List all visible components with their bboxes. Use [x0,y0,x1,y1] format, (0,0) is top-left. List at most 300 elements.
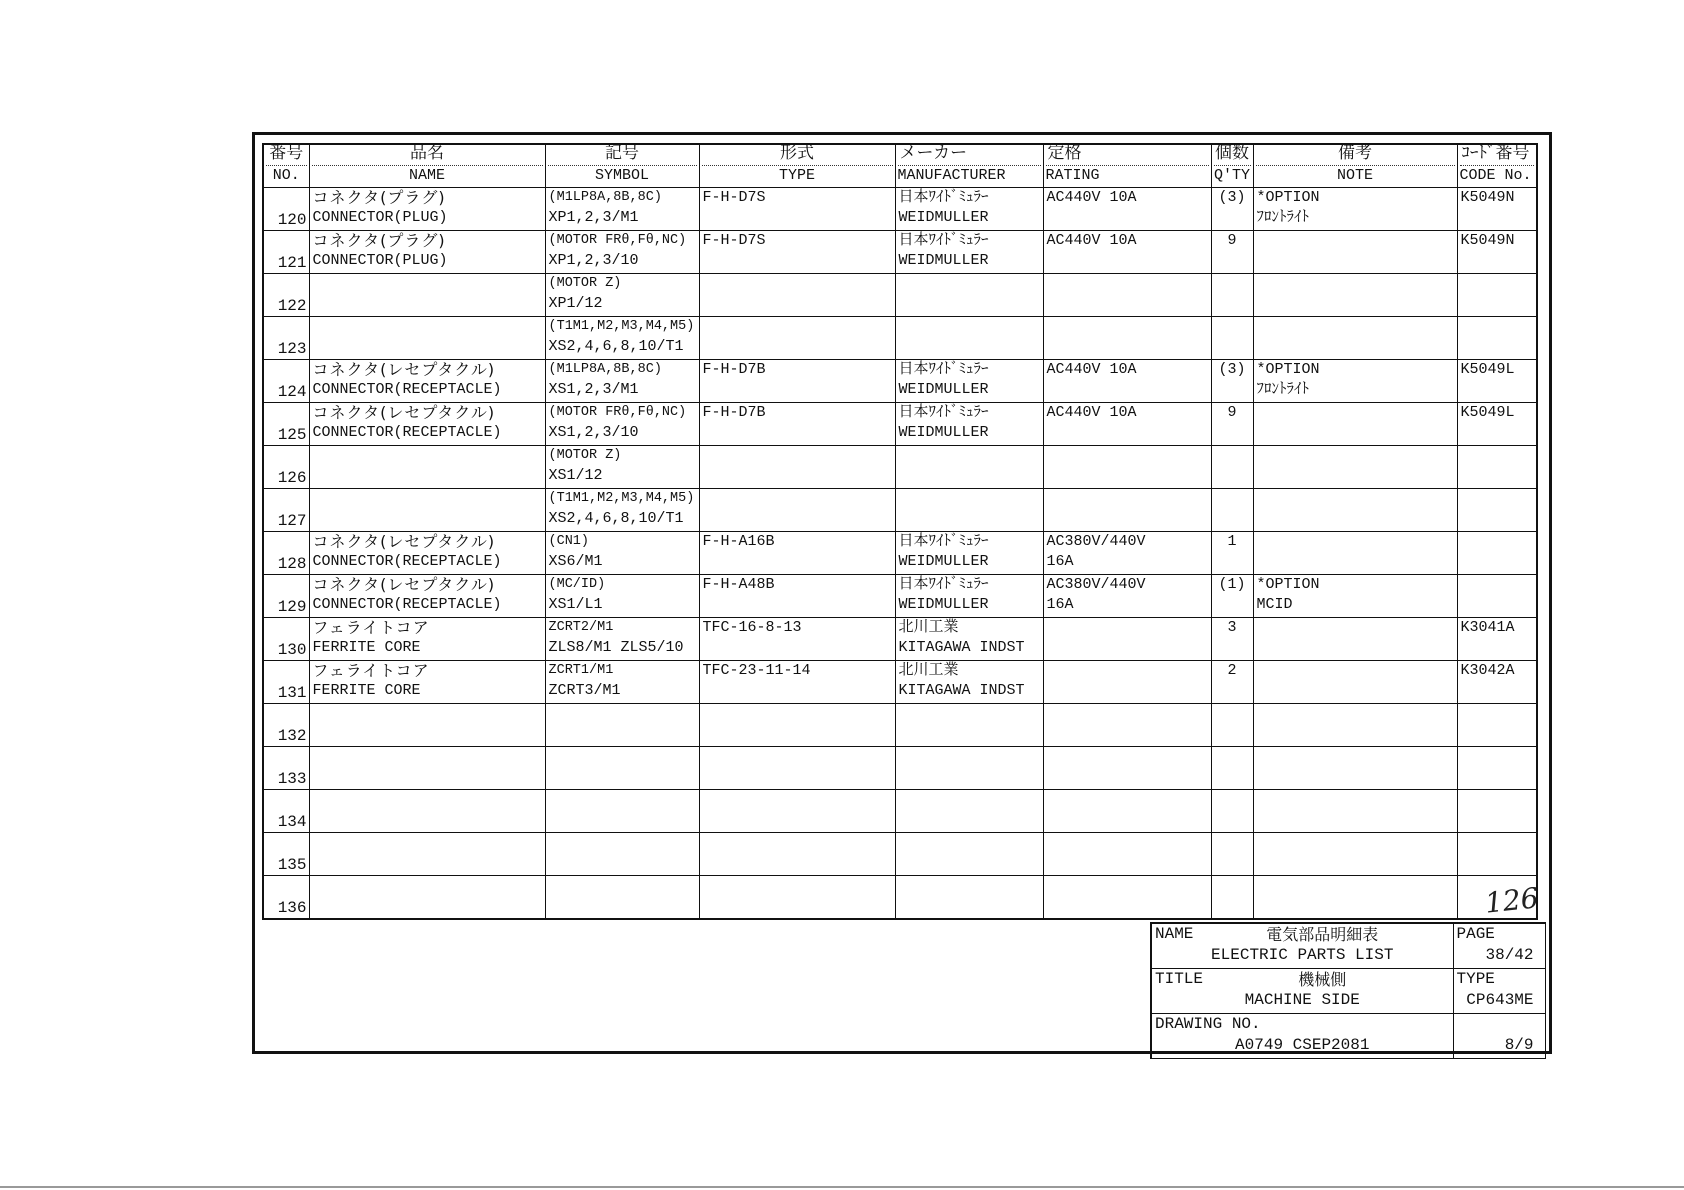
part-quantity-line-1: (1) [1218,576,1246,593]
part-name [309,876,545,920]
part-note-line-1: *OPTION [1256,361,1320,378]
table-row [263,833,1537,876]
part-manufacturer [895,833,1043,876]
part-manufacturer-line-1: 日本ﾜｲﾄﾞﾐｭﾗｰ [898,361,989,378]
part-name [309,231,545,274]
part-note [1253,446,1457,489]
part-name-line-2: FERRITE CORE [312,639,421,656]
part-symbol-line-1: (M1LP8A,8B,8C) [548,190,662,205]
part-name [309,661,545,704]
part-quantity [1211,489,1253,532]
table-row [263,446,1537,489]
part-note [1253,876,1457,920]
part-manufacturer [895,274,1043,317]
part-manufacturer [895,360,1043,403]
part-type [699,317,895,360]
part-name [309,274,545,317]
part-quantity-line-1: 9 [1227,232,1237,249]
part-symbol [545,575,699,618]
part-manufacturer [895,876,1043,920]
part-type [699,446,895,489]
name-label: NAME [1155,925,1194,943]
part-symbol [545,833,699,876]
part-rating [1043,489,1211,532]
table-header-row [263,144,1537,188]
part-manufacturer [895,403,1043,446]
row-number-line-1: 130 [277,641,307,659]
handwritten-page-mark: 126 [1483,881,1541,920]
header-qty: 個数 Q'TY [1211,144,1253,188]
part-quantity-line-1: (3) [1218,361,1246,378]
row-number [263,360,309,403]
page-label: PAGE [1456,925,1495,943]
part-symbol-line-1: (MOTOR Z) [548,276,622,291]
part-type [699,747,895,790]
part-name-line-1: コネクタ(レセプタクル) [312,403,496,422]
part-manufacturer [895,747,1043,790]
table-row [263,575,1537,618]
part-type-line-1: TFC-16-8-13 [702,619,802,636]
part-manufacturer-line-2: WEIDMULLER [898,209,989,226]
name-en: ELECTRIC PARTS LIST [1211,946,1394,964]
part-quantity [1211,704,1253,747]
part-type [699,833,895,876]
electric-parts-table [262,143,1541,920]
part-quantity-line-1: 2 [1227,662,1237,679]
part-symbol [545,618,699,661]
part-rating [1043,790,1211,833]
row-number [263,403,309,446]
part-note [1253,360,1457,403]
part-rating-line-1: AC380V/440V [1046,576,1146,593]
part-name-line-1: コネクタ(レセプタクル) [312,360,496,379]
title-block [1150,922,1546,1059]
part-code-line-1: K5049L [1460,361,1515,378]
row-number-line-1: 126 [277,469,307,487]
part-code [1457,403,1537,446]
part-note-line-2: ﾌﾛﾝﾄﾗｲﾄ [1256,381,1310,398]
part-quantity [1211,360,1253,403]
part-name-line-1: コネクタ(レセプタクル) [312,532,496,551]
part-type [699,489,895,532]
part-code [1457,704,1537,747]
part-name-line-1: コネクタ(プラグ) [312,231,446,250]
part-symbol-line-2: XS1/L1 [548,596,603,613]
row-number-line-1: 125 [277,426,307,444]
part-manufacturer [895,704,1043,747]
row-number-line-1: 127 [277,512,307,530]
part-rating [1043,317,1211,360]
type-value: CP643ME [1466,991,1534,1009]
table-row [263,274,1537,317]
row-number-line-1: 121 [277,254,307,272]
header-code: ｺｰﾄﾞ番号 CODE No. [1457,144,1537,188]
part-manufacturer [895,575,1043,618]
part-note [1253,790,1457,833]
row-number-line-1: 134 [277,813,307,831]
title-en: MACHINE SIDE [1244,991,1360,1009]
part-note-line-2: ﾌﾛﾝﾄﾗｲﾄ [1256,209,1310,226]
part-rating [1043,360,1211,403]
part-symbol-line-1: (M1LP8A,8B,8C) [548,362,662,377]
part-type-line-1: F-H-A16B [702,533,775,550]
table-row [263,489,1537,532]
part-rating [1043,274,1211,317]
part-code-line-1: K3041A [1460,619,1515,636]
part-rating [1043,188,1211,231]
part-code [1457,489,1537,532]
part-type [699,360,895,403]
table-row [263,747,1537,790]
part-manufacturer-line-1: 日本ﾜｲﾄﾞﾐｭﾗｰ [898,189,989,206]
part-symbol-line-1: (MOTOR FRθ,Fθ,NC) [548,233,687,248]
part-manufacturer-line-2: WEIDMULLER [898,553,989,570]
sheet-value: 8/9 [1504,1036,1534,1054]
part-symbol [545,876,699,920]
name-jp: 電気部品明細表 [1266,925,1379,944]
row-number-line-1: 132 [277,727,307,745]
part-name [309,790,545,833]
part-name [309,489,545,532]
part-symbol [545,188,699,231]
part-manufacturer-line-2: WEIDMULLER [898,424,989,441]
part-manufacturer [895,231,1043,274]
part-name [309,833,545,876]
scan-edge-line [0,1186,1684,1188]
part-name-line-2: CONNECTOR(RECEPTACLE) [312,381,502,398]
part-manufacturer-line-1: 日本ﾜｲﾄﾞﾐｭﾗｰ [898,533,989,550]
part-type-line-1: F-H-A48B [702,576,775,593]
part-quantity [1211,532,1253,575]
title-block-name-cell [1151,923,1453,969]
part-note [1253,575,1457,618]
part-code [1457,231,1537,274]
row-number [263,188,309,231]
part-type [699,704,895,747]
part-type-line-1: F-H-D7B [702,404,766,421]
table-row [263,532,1537,575]
part-quantity [1211,790,1253,833]
row-number-line-1: 135 [277,856,307,874]
part-manufacturer-line-1: 日本ﾜｲﾄﾞﾐｭﾗｰ [898,232,989,249]
part-note-line-2: MCID [1256,596,1293,613]
part-rating [1043,532,1211,575]
part-symbol [545,231,699,274]
part-rating-line-1: AC440V 10A [1046,404,1137,421]
part-quantity-line-1: 3 [1227,619,1237,636]
part-name-line-2: CONNECTOR(RECEPTACLE) [312,596,502,613]
part-quantity [1211,661,1253,704]
part-type-line-1: F-H-D7S [702,232,766,249]
table-row [263,317,1537,360]
part-symbol-line-1: (MOTOR FRθ,Fθ,NC) [548,405,687,420]
part-name [309,446,545,489]
part-symbol-line-1: ZCRT1/M1 [548,663,614,678]
part-quantity [1211,231,1253,274]
part-quantity [1211,747,1253,790]
part-code-line-1: K5049L [1460,404,1515,421]
part-rating-line-1: AC440V 10A [1046,189,1137,206]
row-number-line-1: 128 [277,555,307,573]
row-number-line-1: 129 [277,598,307,616]
part-manufacturer [895,618,1043,661]
title-label: TITLE [1155,970,1204,988]
part-code [1457,747,1537,790]
part-symbol-line-2: XS1/12 [548,467,603,484]
part-name [309,360,545,403]
part-symbol-line-1: (T1M1,M2,M3,M4,M5) [548,491,695,506]
part-rating [1043,661,1211,704]
row-number-line-1: 133 [277,770,307,788]
part-code [1457,661,1537,704]
table-row [263,188,1537,231]
part-type [699,790,895,833]
row-number [263,876,309,920]
part-code [1457,317,1537,360]
title-block-page-cell [1453,923,1545,969]
title-jp: 機械側 [1298,970,1347,989]
part-name-line-1: フェライトコア [312,661,430,680]
part-symbol [545,532,699,575]
part-name-line-2: CONNECTOR(RECEPTACLE) [312,424,502,441]
part-type-line-1: F-H-D7B [702,361,766,378]
part-quantity [1211,876,1253,920]
part-symbol-line-2: XS6/M1 [548,553,603,570]
part-code [1457,274,1537,317]
part-code [1457,575,1537,618]
part-symbol-line-1: (CN1) [548,534,590,549]
part-name [309,618,545,661]
part-code [1457,532,1537,575]
part-rating [1043,231,1211,274]
part-manufacturer [895,790,1043,833]
row-number [263,747,309,790]
part-rating [1043,747,1211,790]
part-rating-line-2: 16A [1046,553,1074,570]
part-note [1253,317,1457,360]
part-name-line-2: CONNECTOR(PLUG) [312,209,448,226]
part-code-line-1: K5049N [1460,232,1515,249]
part-name [309,188,545,231]
header-name: 品名 NAME [309,144,545,188]
part-rating-line-2: 16A [1046,596,1074,613]
title-block-title-cell [1151,969,1453,1014]
part-rating [1043,446,1211,489]
part-type [699,188,895,231]
part-note [1253,274,1457,317]
part-symbol [545,317,699,360]
part-note [1253,403,1457,446]
part-quantity-line-1: 9 [1227,404,1237,421]
header-type: 形式 TYPE [699,144,895,188]
part-type [699,876,895,920]
header-no: 番号 NO. [263,144,309,188]
part-rating-line-1: AC440V 10A [1046,361,1137,378]
part-note [1253,489,1457,532]
part-quantity [1211,833,1253,876]
part-quantity [1211,274,1253,317]
part-symbol-line-2: XS2,4,6,8,10/T1 [548,338,684,355]
part-name-line-1: フェライトコア [312,618,430,637]
part-manufacturer-line-2: WEIDMULLER [898,596,989,613]
part-manufacturer [895,532,1043,575]
part-manufacturer [895,489,1043,532]
part-symbol-line-1: (MOTOR Z) [548,448,622,463]
row-number-line-1: 120 [277,211,307,229]
drawing-label: DRAWING NO. [1155,1015,1261,1033]
part-code [1457,360,1537,403]
header-symbol: 記号 SYMBOL [545,144,699,188]
part-type [699,618,895,661]
part-note [1253,618,1457,661]
part-symbol [545,274,699,317]
part-symbol [545,747,699,790]
part-name-line-2: CONNECTOR(RECEPTACLE) [312,553,502,570]
part-type [699,274,895,317]
part-symbol [545,704,699,747]
part-rating [1043,876,1211,920]
part-rating [1043,704,1211,747]
part-symbol-line-2: XS1,2,3/10 [548,424,639,441]
part-symbol-line-2: XP1/12 [548,295,603,312]
title-block-type-cell [1453,969,1545,1014]
part-note [1253,661,1457,704]
part-note-line-1: *OPTION [1256,576,1320,593]
part-note [1253,188,1457,231]
row-number [263,575,309,618]
title-block-drawing-cell [1151,1014,1453,1059]
row-number-line-1: 131 [277,684,307,702]
part-quantity [1211,618,1253,661]
part-quantity [1211,575,1253,618]
part-symbol-line-1: (MC/ID) [548,577,606,592]
part-type [699,661,895,704]
part-note [1253,532,1457,575]
type-label: TYPE [1456,970,1495,988]
part-name-line-2: CONNECTOR(PLUG) [312,252,448,269]
part-symbol-line-1: (T1M1,M2,M3,M4,M5) [548,319,695,334]
part-symbol [545,489,699,532]
part-code [1457,833,1537,876]
table-row [263,704,1537,747]
part-manufacturer-line-1: 北川工業 [898,619,959,636]
part-symbol-line-2: ZLS8/M1 ZLS5/10 [548,639,684,656]
part-symbol-line-2: XS2,4,6,8,10/T1 [548,510,684,527]
row-number [263,274,309,317]
page-value: 38/42 [1485,946,1534,964]
row-number-line-1: 136 [277,899,307,917]
part-symbol [545,661,699,704]
part-name [309,747,545,790]
part-rating-line-1: AC380V/440V [1046,533,1146,550]
part-code-line-1: K5049N [1460,189,1515,206]
part-symbol-line-2: XP1,2,3/10 [548,252,639,269]
part-symbol-line-2: ZCRT3/M1 [548,682,621,699]
row-number [263,833,309,876]
part-note [1253,747,1457,790]
row-number [263,446,309,489]
part-note-line-1: *OPTION [1256,189,1320,206]
row-number [263,618,309,661]
part-name-line-1: コネクタ(プラグ) [312,188,446,207]
part-symbol [545,790,699,833]
part-quantity [1211,317,1253,360]
part-manufacturer [895,661,1043,704]
part-type [699,575,895,618]
part-type-line-1: F-H-D7S [702,189,766,206]
row-number [263,317,309,360]
part-rating [1043,833,1211,876]
table-row [263,231,1537,274]
part-manufacturer-line-1: 日本ﾜｲﾄﾞﾐｭﾗｰ [898,576,989,593]
part-code [1457,790,1537,833]
part-symbol [545,360,699,403]
part-note [1253,231,1457,274]
part-code [1457,188,1537,231]
part-name [309,317,545,360]
table-row [263,618,1537,661]
part-name [309,704,545,747]
part-quantity [1211,403,1253,446]
part-code-line-1: K3042A [1460,662,1515,679]
row-number [263,704,309,747]
table-row [263,790,1537,833]
part-rating [1043,618,1211,661]
part-rating [1043,403,1211,446]
part-type-line-1: TFC-23-11-14 [702,662,811,679]
part-symbol-line-1: ZCRT2/M1 [548,620,614,635]
part-name [309,575,545,618]
part-name-line-1: コネクタ(レセプタクル) [312,575,496,594]
part-quantity-line-1: (3) [1218,189,1246,206]
part-manufacturer-line-1: 北川工業 [898,662,959,679]
part-symbol-line-2: XS1,2,3/M1 [548,381,639,398]
part-manufacturer [895,317,1043,360]
part-type [699,403,895,446]
table-row [263,360,1537,403]
header-rating: 定格 RATING [1043,144,1211,188]
row-number [263,489,309,532]
part-code [1457,446,1537,489]
header-note: 備考 NOTE [1253,144,1457,188]
part-quantity [1211,446,1253,489]
part-name [309,403,545,446]
table-row [263,403,1537,446]
title-block-sheet-cell [1453,1014,1545,1059]
row-number-line-1: 123 [277,340,307,358]
part-rating [1043,575,1211,618]
row-number [263,790,309,833]
part-quantity-line-1: 1 [1227,533,1237,550]
row-number [263,231,309,274]
header-manufacturer: メーカー MANUFACTURER [895,144,1043,188]
part-type [699,532,895,575]
table-row [263,876,1537,920]
part-quantity [1211,188,1253,231]
part-note [1253,833,1457,876]
part-manufacturer [895,446,1043,489]
part-name-line-2: FERRITE CORE [312,682,421,699]
row-number-line-1: 124 [277,383,307,401]
part-manufacturer-line-2: KITAGAWA INDST [898,682,1025,699]
row-number [263,532,309,575]
part-manufacturer-line-2: WEIDMULLER [898,381,989,398]
part-symbol [545,446,699,489]
part-rating-line-1: AC440V 10A [1046,232,1137,249]
drawing-value: A0749 CSEP2081 [1235,1036,1370,1054]
part-manufacturer [895,188,1043,231]
part-manufacturer-line-1: 日本ﾜｲﾄﾞﾐｭﾗｰ [898,404,989,421]
